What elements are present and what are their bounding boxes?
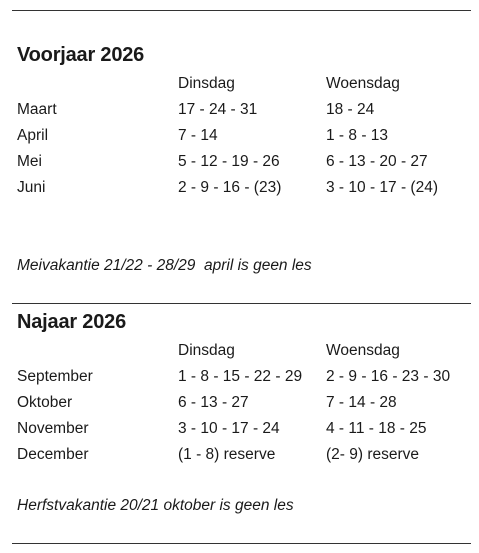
table-row <box>17 364 450 390</box>
table-row <box>17 149 438 175</box>
top-divider <box>12 10 471 11</box>
table-row <box>17 175 438 201</box>
autumn-section <box>17 310 471 468</box>
month-header <box>17 338 178 364</box>
section-title: Najaar 2026 <box>17 311 127 333</box>
month-header <box>17 71 178 97</box>
month-cell: Mei <box>17 153 42 170</box>
table-row <box>17 442 450 468</box>
spring-section <box>17 43 471 201</box>
table-header-row <box>17 71 438 97</box>
month-cell: November <box>17 420 89 437</box>
month-cell: December <box>17 446 89 463</box>
tuesday-dates: 2 - 9 - 16 - (23) <box>178 179 282 196</box>
wednesday-dates: (2- 9) reserve <box>326 446 420 463</box>
month-cell: Juni <box>17 179 46 196</box>
month-cell: April <box>17 127 49 144</box>
schedule-table <box>17 71 438 201</box>
table-row <box>17 390 450 416</box>
tuesday-dates: 1 - 8 - 15 - 22 - 29 <box>178 368 303 385</box>
table-row <box>17 123 438 149</box>
section-divider <box>12 303 471 304</box>
tuesday-header: Dinsdag <box>178 75 235 92</box>
month-cell: September <box>17 368 93 385</box>
wednesday-dates: 18 - 24 <box>326 101 375 118</box>
holiday-note: Herfstvakantie 20/21 oktober is geen les <box>17 497 294 514</box>
holiday-note: Meivakantie 21/22 - 28/29 april is geen les <box>17 257 312 274</box>
month-cell: Maart <box>17 101 57 118</box>
table-row <box>17 416 450 442</box>
wednesday-dates: 6 - 13 - 20 - 27 <box>326 153 428 170</box>
table-header-row <box>17 338 450 364</box>
section-title: Voorjaar 2026 <box>17 44 145 66</box>
tuesday-dates: 7 - 14 <box>178 127 218 144</box>
tuesday-dates: 5 - 12 - 19 - 26 <box>178 153 280 170</box>
table-row <box>17 97 438 123</box>
tuesday-dates: 6 - 13 - 27 <box>178 394 249 411</box>
tuesday-header: Dinsdag <box>178 342 235 359</box>
wednesday-dates: 3 - 10 - 17 - (24) <box>326 179 438 196</box>
wednesday-header: Woensdag <box>326 342 400 359</box>
wednesday-dates: 7 - 14 - 28 <box>326 394 397 411</box>
bottom-divider <box>12 543 471 544</box>
month-cell: Oktober <box>17 394 73 411</box>
tuesday-dates: 17 - 24 - 31 <box>178 101 258 118</box>
wednesday-dates: 4 - 11 - 18 - 25 <box>326 420 427 437</box>
wednesday-dates: 1 - 8 - 13 <box>326 127 389 144</box>
tuesday-dates: 3 - 10 - 17 - 24 <box>178 420 280 437</box>
wednesday-dates: 2 - 9 - 16 - 23 - 30 <box>326 368 451 385</box>
wednesday-header: Woensdag <box>326 75 400 92</box>
schedule-table <box>17 338 450 468</box>
tuesday-dates: (1 - 8) reserve <box>178 446 276 463</box>
